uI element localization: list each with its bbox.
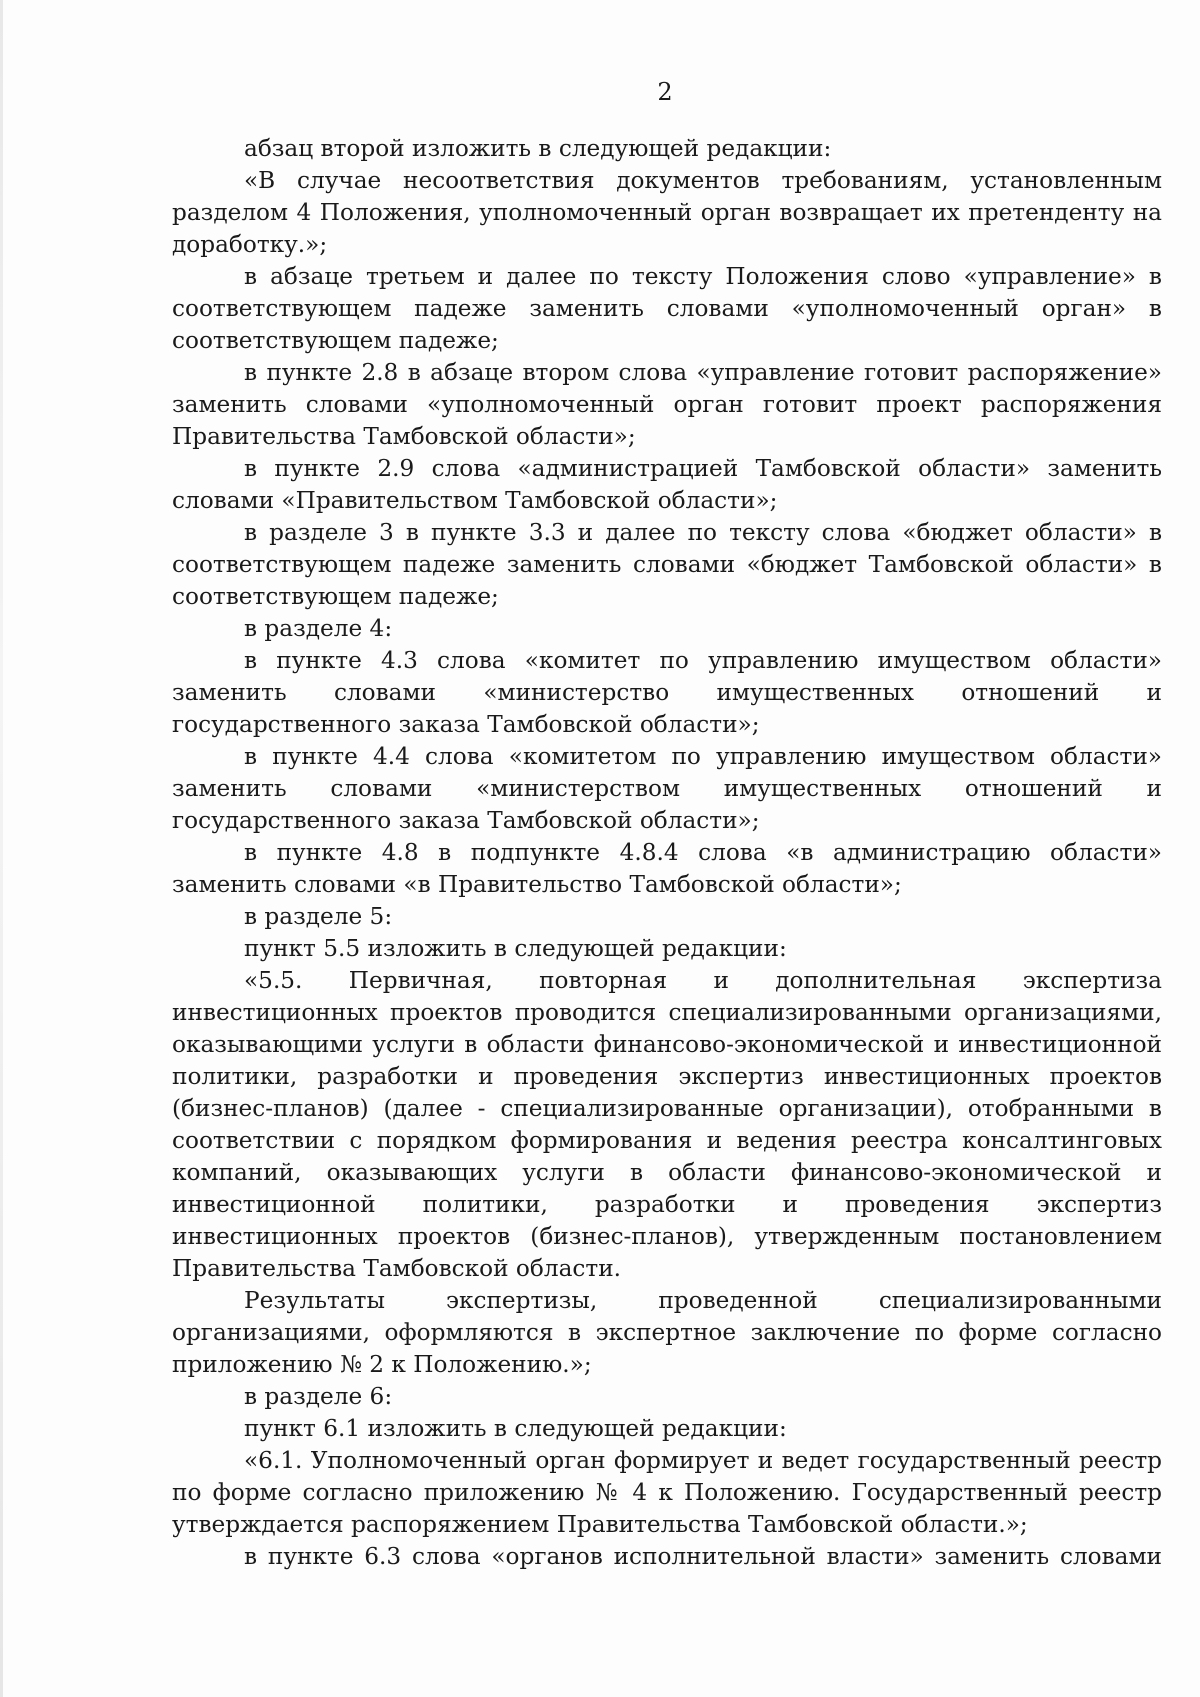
paragraph: в разделе 6: [244,1383,393,1410]
paragraph: в пункте 4.8 в подпункте 4.8.4 слова «в администрацию области» заменить словами «в Правительство Тамбовской области»; [172,839,1162,898]
document-body [172,133,1162,1573]
paragraph: в разделе 3 в пункте 3.3 и далее по тексту слова «бюджет области» в соответствующем падеже заменить словами «бюджет Тамбовской области» в соответствующем падеже; [172,519,1162,610]
paragraph: в пункте 2.9 слова «администрацией Тамбовской области» заменить словами «Правительством Тамбовской области»; [172,455,1162,514]
paragraph: абзац второй изложить в следующей редакции: [244,135,832,162]
paragraph: в абзаце третьем и далее по тексту Положения слово «управление» в соответствующем падеже заменить словами «уполномоченный орган» в соответствующем падеже; [172,263,1162,354]
paragraph: в пункте 6.3 слова «органов исполнительной власти» заменить словами [244,1543,1162,1570]
paragraph: в пункте 4.3 слова «комитет по управлению имуществом области» заменить словами «министерство имущественных отношений и государственного заказа Тамбовской области»; [172,647,1162,738]
paragraph: «В случае несоответствия документов требованиям, установленным разделом 4 Положения, уполномоченный орган возвращает их претенденту на доработку.»; [172,167,1162,258]
paragraph: в разделе 5: [244,903,393,930]
paragraph: «5.5. Первичная, повторная и дополнительная экспертиза инвестиционных проектов проводится специализированными организациями, оказывающими услуги в области финансово-экономической и инвестиционной политики, разработки и проведения экспертиз инвестиционных проектов (бизнес-планов) (далее - специализированные организации), отобранными в соответствии с порядком формирования и ведения реестра консалтинговых компаний, оказывающих услуги в области финансово-экономической и инвестиционной политики, разработки и проведения экспертиз инвестиционных проектов (бизнес-планов), утвержденным постановлением Правительства Тамбовской области. [172,967,1162,1282]
paragraph: «6.1. Уполномоченный орган формирует и ведет государственный реестр по форме согласно приложению № 4 к Положению. Государственный реестр утверждается распоряжением Правительства Тамбовской области.»; [172,1447,1162,1538]
paragraph: Результаты экспертизы, проведенной специализированными организациями, оформляются в экспертное заключение по форме согласно приложению № 2 к Положению.»; [172,1287,1162,1378]
paragraph: пункт 5.5 изложить в следующей редакции: [244,935,787,962]
page-number: 2 [657,78,673,106]
paragraph: пункт 6.1 изложить в следующей редакции: [244,1415,787,1442]
paragraph: в пункте 2.8 в абзаце втором слова «управление готовит распоряжение» заменить словами «уполномоченный орган готовит проект распоряжения Правительства Тамбовской области»; [172,359,1162,450]
paragraph: в разделе 4: [244,615,393,642]
scan-edge-shadow [0,0,3,1697]
paragraph: в пункте 4.4 слова «комитетом по управлению имуществом области» заменить словами «министерством имущественных отношений и государственного заказа Тамбовской области»; [172,743,1162,834]
